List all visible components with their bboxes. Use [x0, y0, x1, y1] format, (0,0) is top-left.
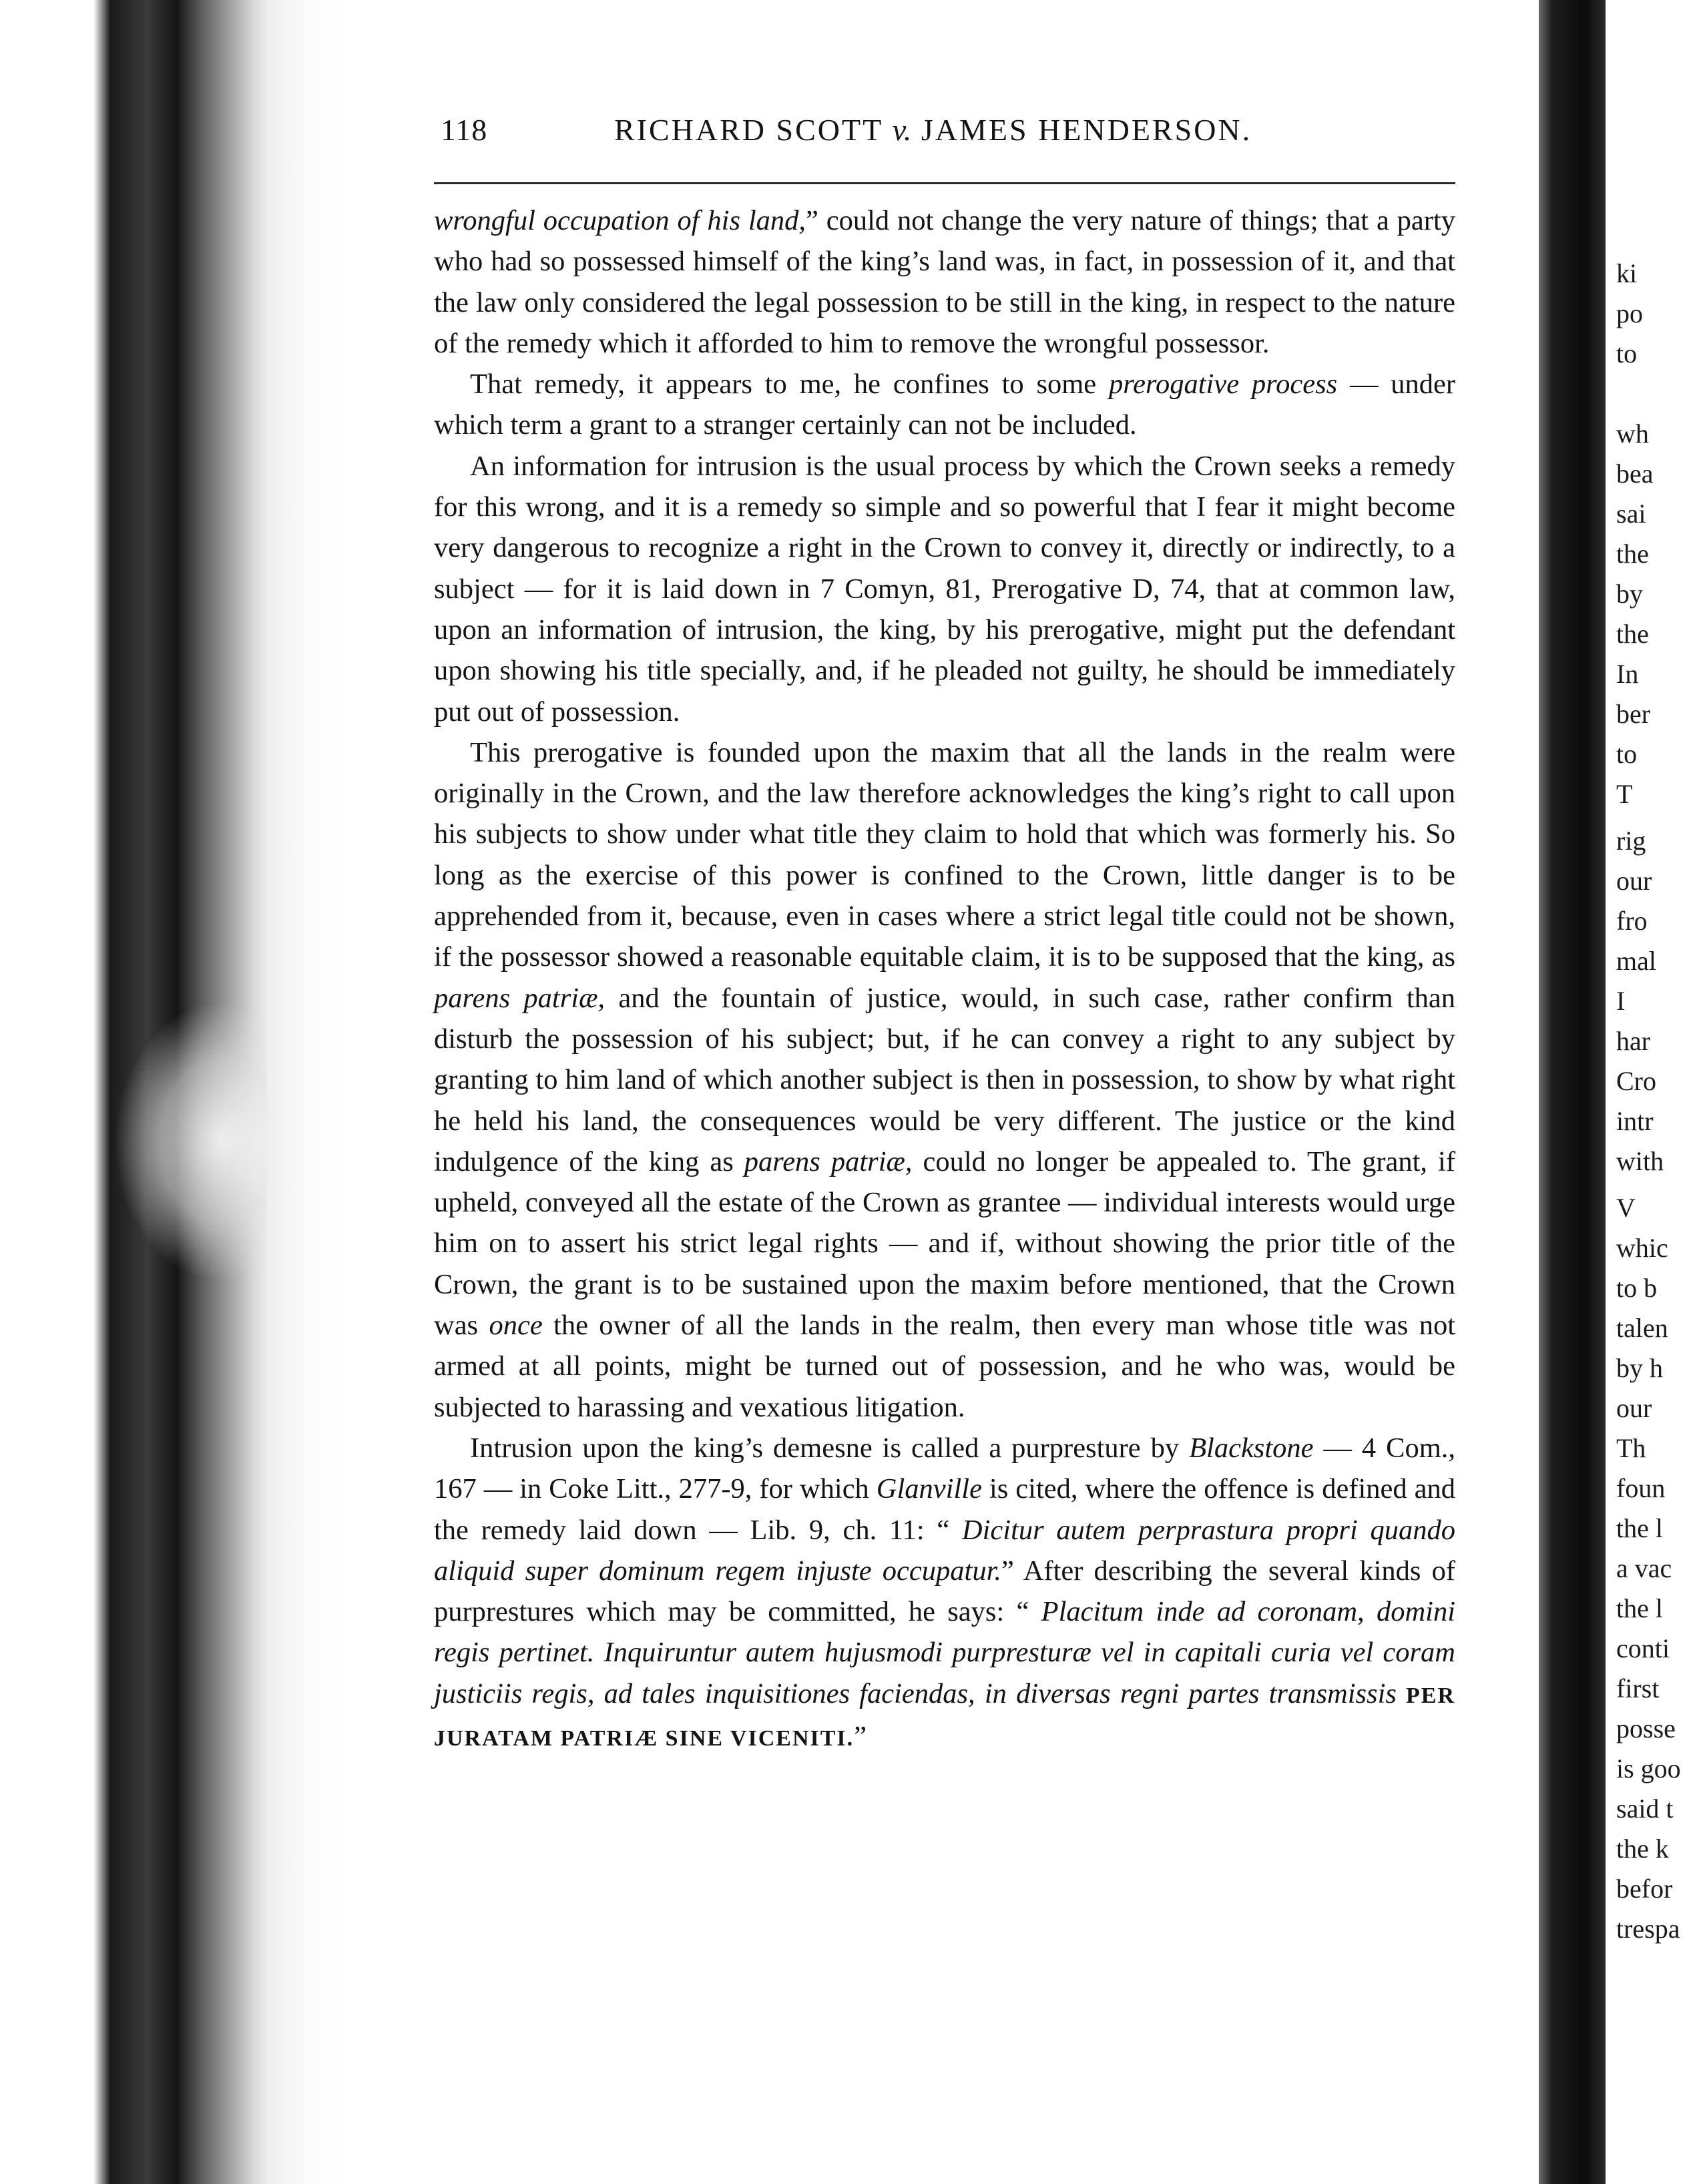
next-page-line-fragment: Th [1616, 1433, 1646, 1463]
next-page-line-fragment: to b [1616, 1273, 1658, 1303]
emphasis: Glanville [876, 1473, 982, 1505]
next-page-line-fragment: the k [1616, 1834, 1669, 1864]
next-page-line-fragment: our [1616, 1393, 1652, 1423]
header-rule [434, 182, 1455, 184]
running-head-versus: v. [892, 113, 912, 147]
next-page-line-fragment: the [1616, 539, 1649, 569]
next-page-line-fragment: sai [1616, 499, 1646, 529]
next-page-line-fragment: talen [1616, 1313, 1668, 1343]
page-number: 118 [441, 113, 488, 147]
text-run: That remedy, it appears to me, he confines to some [470, 368, 1109, 400]
text-run: could no longer be appealed to. The grant, if upheld, conveyed all the estate of the Crown as grantee — individual interests would urge him on to assert his strict legal rights — and if, without showing the prior title of the Crown, the grant is to be sustained upon the maxim before mentioned, that the Crown was [434, 1145, 1455, 1342]
text-run: — under which term a grant to a stranger certainly can not be included. [434, 368, 1456, 441]
next-page-line-fragment: Cro [1616, 1066, 1656, 1096]
next-page-line-fragment: the l [1616, 1593, 1663, 1623]
paragraph-1 [434, 200, 1455, 364]
running-head-plaintiff: RICHARD SCOTT [614, 113, 883, 147]
text-run: — 4 Com., 167 — in Coke Litt., 277-9, for which [434, 1432, 1455, 1505]
next-page-line-fragment: mal [1616, 946, 1656, 976]
next-page-line-fragment: I [1616, 986, 1626, 1016]
next-page-line-fragment: In [1616, 659, 1639, 689]
emphasis: prerogative process [1108, 368, 1338, 400]
next-page-line-fragment: with [1616, 1146, 1664, 1176]
emphasis: parens patriæ, [434, 982, 605, 1014]
next-page-line-fragment: T [1616, 779, 1633, 809]
next-page-line-fragment: first [1616, 1673, 1660, 1703]
small-caps-text: PER JURATAM PATRIÆ SINE VICENITI. [434, 1683, 1456, 1751]
next-page-line-fragment: posse [1616, 1713, 1676, 1743]
next-page-line-fragment: V [1616, 1193, 1636, 1223]
text-run: the owner of all the lands in the realm, then every man whose title was not armed at all points, might be turned out of possession, and he who was, would be subjected to harassing and vexatious litigation. [434, 1310, 1455, 1423]
paragraph-5 [434, 1428, 1455, 1759]
text-run: Intrusion upon the king’s demesne is called a purpresture by [470, 1432, 1190, 1464]
emphasis: Blackstone [1189, 1432, 1314, 1464]
latin-quotation: Placitum inde ad coronam, domini regis pertinet. Inquiruntur autem hujusmodi purpresturæ vel in capitali curia vel coram justiciis regis, ad tales inquisitiones faciendas, in diversas regni partes transmissis [434, 1596, 1455, 1709]
latin-quotation: Dicitur autem perprastura propri quando aliquid super dominum regem injuste occupatur. [434, 1514, 1455, 1587]
next-page-line-fragment: to [1616, 739, 1638, 769]
next-page-line-fragment: by [1616, 579, 1643, 609]
next-page-line-fragment: conti [1616, 1633, 1670, 1663]
text-run: ” After describing the several kinds of purprestures which may be committed, he says: “ [434, 1555, 1455, 1628]
emphasis: once [489, 1310, 543, 1342]
next-page-line-fragment: the l [1616, 1513, 1663, 1543]
next-page-line-fragment: befor [1616, 1874, 1673, 1904]
text-run: An information for intrusion is the usual process by which the Crown seeks a remedy for this wrong, and it is a remedy so simple and so powerful that I fear it might become very dangerous to recognize a right in the Crown to convey it, directly or indirectly, to a subject — for it is laid down in 7 Comyn, 81, Prerogative D, 74, that at common law, upon an information of intrusion, the king, by his prerogative, might put the defendant upon showing his title specially, and, if he pleaded not guilty, he should be immediately put out of possession. [434, 450, 1455, 728]
text-run: is cited, where the offence is defined and the remedy laid down — Lib. 9, ch. 11: “ [434, 1473, 1455, 1546]
emphasis: parens patriæ, [744, 1145, 913, 1177]
text-run: ” [854, 1720, 867, 1752]
text-run: and the fountain of justice, would, in such case, rather confirm than disturb the possession of his subject; but, if he can convey a right to any subject by granting to him land of which another subject is then in possession, to show by what right he held his land, the consequences would be very different. The justice or the kind indulgence of the king as [434, 982, 1455, 1177]
body-text [434, 200, 1455, 1759]
next-page-line-fragment: a vac [1616, 1553, 1672, 1583]
next-page-line-fragment: rig [1616, 826, 1646, 856]
next-page-line-fragment: intr [1616, 1106, 1654, 1136]
text-run: ” could not change the very nature of things; that a party who had so possessed himself of the king’s land was, in fact, in possession of it, and that the law only considered the legal possession to be still in the king, in respect to the nature of the remedy which it afforded to him to remove the wrongful possessor. [434, 205, 1456, 359]
next-page-line-fragment: foun [1616, 1473, 1666, 1503]
running-head-defendant: JAMES HENDERSON. [921, 113, 1252, 147]
paragraph-2 [434, 364, 1455, 446]
next-page-sliver [1606, 0, 1701, 2184]
next-page-line-fragment: whic [1616, 1233, 1668, 1263]
running-head [614, 112, 1252, 148]
next-page-line-fragment: bea [1616, 459, 1654, 489]
next-page-line-fragment: the [1616, 619, 1649, 649]
next-page-line-fragment: our [1616, 866, 1652, 896]
paragraph-3 [434, 446, 1455, 732]
next-page-line-fragment: by h [1616, 1353, 1663, 1383]
next-page-line-fragment: is goo [1616, 1753, 1681, 1784]
next-page-line-fragment: fro [1616, 906, 1648, 936]
page-header [434, 112, 1455, 159]
next-page-line-fragment: har [1616, 1026, 1651, 1056]
emphasis: wrongful occupation of his land, [434, 205, 806, 236]
next-page-line-fragment: trespa [1616, 1914, 1680, 1944]
paragraph-4 [434, 732, 1455, 1428]
next-page-line-fragment: po [1616, 298, 1643, 328]
next-page-line-fragment: ber [1616, 699, 1651, 729]
text-run: This prerogative is founded upon the maxim that all the lands in the realm were originally in the Crown, and the law therefore acknowledges the king’s right to call upon his subjects to show under what title they claim to hold that which was formerly his. So long as the exercise of this power is confined to the Crown, little danger is to be apprehended from it, because, even in cases where a strict legal title could not be shown, if the possessor showed a reasonable equitable claim, it is to be supposed that the king, as [434, 736, 1455, 973]
next-page-line-fragment: ki [1616, 258, 1638, 288]
page-gutter [1539, 0, 1606, 2184]
next-page-line-fragment: to [1616, 338, 1638, 368]
next-page-line-fragment: wh [1616, 419, 1649, 449]
next-page-line-fragment: said t [1616, 1794, 1674, 1824]
